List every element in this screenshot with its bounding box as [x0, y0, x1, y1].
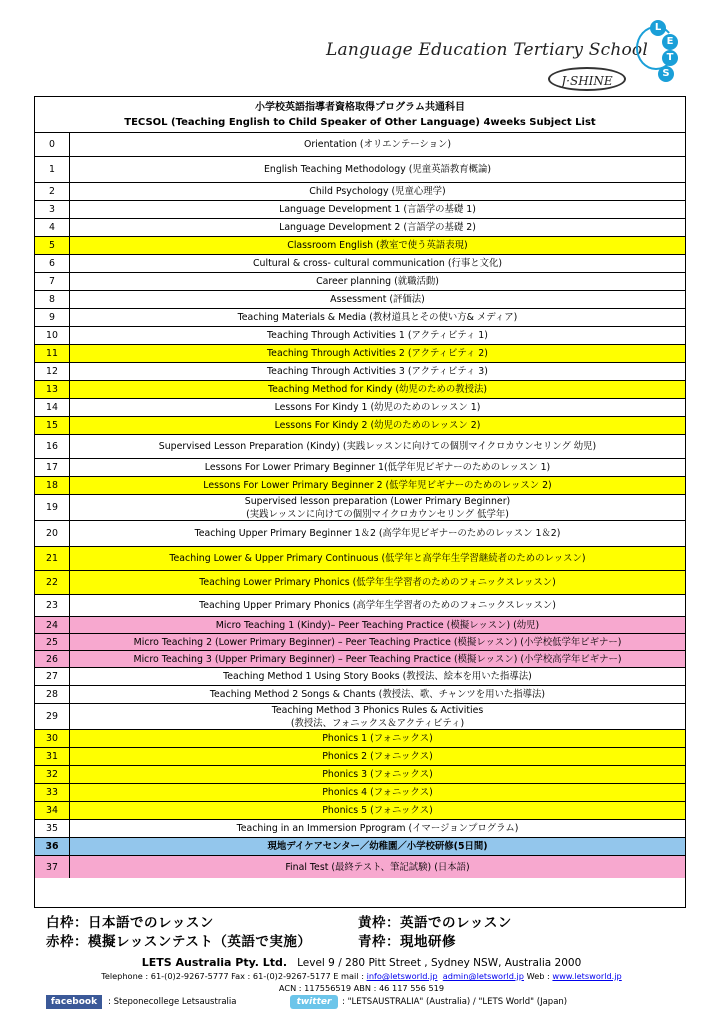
subject-name: [70, 704, 685, 729]
school-name: Language Education Tertiary School: [326, 40, 649, 60]
subject-line: 現地デイケアセンター／幼稚園／小学校研修(5日間): [267, 841, 488, 852]
logo-letter-s: S: [658, 66, 674, 82]
logo-letter-l: L: [650, 20, 666, 36]
facebook-icon[interactable]: facebook: [46, 995, 102, 1009]
subject-name: [70, 477, 685, 494]
subject-name: [70, 521, 685, 546]
jshine-logo: J·SHINE: [548, 67, 626, 91]
table-row: [35, 547, 685, 571]
table-row: [35, 766, 685, 784]
table-row: [35, 291, 685, 309]
subject-number: 21: [35, 547, 70, 570]
subject-line: Child Psychology (児童心理学): [309, 186, 446, 197]
subject-line: Supervised Lesson Preparation (Kindy) (実践レッスンに向けての個別マイクロカウンセリング 幼児): [158, 441, 597, 452]
subject-line: Language Development 1 (言語学の基礎 1): [279, 204, 476, 215]
table-row: [35, 133, 685, 157]
legend-blue: 青枠：現地研修: [358, 934, 456, 950]
table-row: [35, 417, 685, 435]
subject-number: 34: [35, 802, 70, 819]
subject-table: [34, 96, 686, 908]
twitter-accounts: : "LETSAUSTRALIA" (Australia) / "LETS World" (Japan): [342, 997, 568, 1007]
subject-name: [70, 668, 685, 685]
table-row: [35, 730, 685, 748]
subject-number: 35: [35, 820, 70, 837]
subject-line: Lessons For Lower Primary Beginner 1(低学年児ビギナーのためのレッスン 1): [204, 462, 551, 473]
subject-number: 20: [35, 521, 70, 546]
table-row: [35, 495, 685, 521]
subject-line: Orientation (オリエンテーション): [303, 139, 452, 150]
subject-line: Lessons For Kindy 2 (幼児のためのレッスン 2): [274, 420, 481, 431]
subject-name: [70, 363, 685, 380]
subject-name: [70, 255, 685, 272]
subject-number: 24: [35, 617, 70, 633]
table-row: [35, 668, 685, 686]
subject-name: [70, 237, 685, 254]
web-prefix: Web :: [523, 971, 553, 981]
subject-name: [70, 595, 685, 616]
subject-name: [70, 748, 685, 765]
company-line: [0, 956, 723, 969]
subject-name: [70, 417, 685, 434]
table-row: [35, 595, 685, 617]
subject-number: 31: [35, 748, 70, 765]
subject-line: Final Test (最終テスト、筆記試験) (日本語): [285, 861, 470, 873]
table-row: [35, 183, 685, 201]
subject-line: Teaching Lower Primary Phonics (低学年生学習者のためのフォニックスレッスン): [199, 577, 556, 588]
subject-name: [70, 345, 685, 362]
subject-number: 29: [35, 704, 70, 729]
table-title: [35, 97, 685, 133]
table-row: [35, 820, 685, 838]
table-row: [35, 345, 685, 363]
table-row: [35, 327, 685, 345]
subject-line: Teaching Through Activities 2 (アクティビティ 2): [267, 348, 488, 359]
table-row: [35, 521, 685, 547]
subject-line: Assessment (評価法): [330, 294, 425, 305]
subject-name: [70, 820, 685, 837]
subject-line: Classroom English (教室で使う英語表現): [287, 240, 468, 251]
subject-line: Teaching in an Immersion Pprogram (イマージョンプログラム): [236, 823, 519, 834]
web-link[interactable]: www.letsworld.jp: [552, 971, 622, 981]
table-title-jp: 小学校英語指導者資格取得プログラム共通科目: [255, 102, 465, 113]
subject-name: [70, 435, 685, 458]
table-row: [35, 157, 685, 183]
subject-line: Teaching Upper Primary Beginner 1＆2 (高学年児ビギナーのためのレッスン 1＆2): [194, 528, 561, 539]
table-row: [35, 219, 685, 237]
table-row: [35, 856, 685, 878]
subject-name: [70, 219, 685, 236]
subject-number: 16: [35, 435, 70, 458]
company-name: LETS Australia Pty. Ltd.: [141, 956, 288, 969]
subject-name: [70, 459, 685, 476]
table-row: [35, 704, 685, 730]
subject-line: Teaching Upper Primary Phonics (高学年生学習者のためのフォニックスレッスン): [199, 600, 556, 611]
subject-line: Teaching Through Activities 1 (アクティビティ 1): [267, 330, 488, 341]
subject-name: [70, 634, 685, 650]
company-address: Level 9 / 280 Pitt Street , Sydney NSW, Australia 2000: [297, 957, 582, 969]
subject-line: Teaching Materials & Media (教材道具とその使い方& メディア): [237, 312, 518, 323]
subject-number: 37: [35, 856, 70, 878]
subject-number: 2: [35, 183, 70, 200]
table-row: [35, 784, 685, 802]
subject-name: [70, 133, 685, 156]
subject-line: Teaching Method 2 Songs & Chants (教授法、歌、チャンツを用いた指導法): [209, 689, 546, 700]
subject-number: 36: [35, 838, 70, 855]
table-row: [35, 617, 685, 634]
subject-number: 26: [35, 651, 70, 667]
subject-number: 7: [35, 273, 70, 290]
subject-line: Micro Teaching 3 (Upper Primary Beginner) – Peer Teaching Practice (模擬レッスン) (小学校高学年ビギナー): [133, 653, 622, 665]
subject-number: 30: [35, 730, 70, 747]
subject-line: Teaching Method for Kindy (幼児のための教授法): [267, 384, 488, 395]
subject-line: Teaching Method 1 Using Story Books (教授法、絵本を用いた指導法): [223, 671, 532, 682]
subject-name: [70, 291, 685, 308]
table-row: [35, 381, 685, 399]
subject-name: [70, 157, 685, 182]
table-row: [35, 477, 685, 495]
subject-line: Language Development 2 (言語学の基礎 2): [279, 222, 476, 233]
subject-number: 12: [35, 363, 70, 380]
table-title-en: TECSOL (Teaching English to Child Speaker of Other Language) 4weeks Subject List: [124, 117, 596, 128]
subject-number: 23: [35, 595, 70, 616]
subject-number: 8: [35, 291, 70, 308]
table-rows: [35, 133, 685, 878]
legend-yellow: 黄枠：英語でのレッスン: [358, 915, 512, 931]
subject-name: [70, 802, 685, 819]
subject-line: Micro Teaching 2 (Lower Primary Beginner) – Peer Teaching Practice (模擬レッスン) (小学校低学年ビギナー): [133, 636, 622, 648]
subject-line: Career planning (就職活動): [316, 276, 439, 287]
table-row: [35, 255, 685, 273]
subject-name: [70, 399, 685, 416]
subject-number: 32: [35, 766, 70, 783]
subject-line: (教授法、フォニックス＆アクティビティ): [290, 717, 465, 729]
subject-name: [70, 183, 685, 200]
subject-number: 14: [35, 399, 70, 416]
subject-number: 5: [35, 237, 70, 254]
subject-name: [70, 381, 685, 398]
subject-name: [70, 273, 685, 290]
subject-name: [70, 838, 685, 855]
email-admin-link[interactable]: admin@letsworld.jp: [442, 971, 524, 981]
subject-name: [70, 547, 685, 570]
table-row: [35, 309, 685, 327]
table-row: [35, 201, 685, 219]
subject-line: Teaching Through Activities 3 (アクティビティ 3): [267, 366, 488, 377]
subject-number: 3: [35, 201, 70, 218]
subject-name: [70, 327, 685, 344]
subject-name: [70, 856, 685, 878]
subject-number: 25: [35, 634, 70, 650]
subject-number: 13: [35, 381, 70, 398]
table-row: [35, 802, 685, 820]
subject-number: 17: [35, 459, 70, 476]
subject-line: Phonics 4 (フォニックス): [322, 787, 433, 798]
subject-line: Cultural & cross- cultural communication (行事と文化): [252, 258, 503, 269]
subject-line: Lessons For Kindy 1 (幼児のためのレッスン 1): [274, 402, 481, 413]
subject-number: 10: [35, 327, 70, 344]
logo-letter-e: E: [662, 34, 678, 50]
table-row: [35, 634, 685, 651]
subject-name: [70, 495, 685, 520]
subject-name: [70, 617, 685, 633]
contact-line: [0, 971, 723, 981]
subject-number: 1: [35, 157, 70, 182]
subject-name: [70, 651, 685, 667]
table-row: [35, 363, 685, 381]
table-row: [35, 571, 685, 595]
subject-name: [70, 686, 685, 703]
table-row: [35, 838, 685, 856]
subject-line: (実践レッスンに向けての個別マイクロカウンセリング 低学年): [246, 508, 509, 520]
table-row: [35, 237, 685, 255]
table-row: [35, 273, 685, 291]
subject-number: 0: [35, 133, 70, 156]
subject-line: Micro Teaching 1 (Kindy)– Peer Teaching Practice (模擬レッスン) (幼児): [215, 619, 540, 631]
subject-number: 18: [35, 477, 70, 494]
subject-number: 28: [35, 686, 70, 703]
subject-line: Phonics 2 (フォニックス): [322, 751, 433, 762]
subject-number: 15: [35, 417, 70, 434]
subject-name: [70, 201, 685, 218]
email-info-link[interactable]: info@letsworld.jp: [366, 971, 438, 981]
acn-abn: ACN : 117556519 ABN : 46 117 556 519: [278, 983, 445, 993]
logo-letter-t: T: [662, 50, 678, 66]
subject-line: Phonics 1 (フォニックス): [322, 733, 433, 744]
subject-number: 9: [35, 309, 70, 326]
subject-line: Supervised lesson preparation (Lower Primary Beginner): [244, 495, 511, 507]
subject-number: 22: [35, 571, 70, 594]
subject-number: 11: [35, 345, 70, 362]
subject-name: [70, 766, 685, 783]
subject-name: [70, 571, 685, 594]
subject-number: 6: [35, 255, 70, 272]
subject-number: 4: [35, 219, 70, 236]
table-row: [35, 651, 685, 668]
legend-red: 赤枠：模擬レッスンテスト（英語で実施）: [46, 934, 312, 950]
subject-name: [70, 730, 685, 747]
lets-logo: [636, 20, 680, 84]
subject-name: [70, 784, 685, 801]
subject-number: 27: [35, 668, 70, 685]
subject-line: Phonics 3 (フォニックス): [322, 769, 433, 780]
subject-line: Teaching Method 3 Phonics Rules & Activities: [271, 704, 484, 716]
subject-line: Phonics 5 (フォニックス): [322, 805, 433, 816]
subject-number: 33: [35, 784, 70, 801]
twitter-icon[interactable]: twitter: [290, 995, 338, 1009]
subject-line: Lessons For Lower Primary Beginner 2 (低学年児ビギナーのためのレッスン 2): [203, 480, 552, 491]
facebook-account: : Steponecollege Letsaustralia: [108, 997, 237, 1007]
table-row: [35, 459, 685, 477]
subject-line: Teaching Lower & Upper Primary Continuous (低学年と高学年生学習継続者のためのレッスン): [169, 553, 586, 564]
subject-line: English Teaching Methodology (児童英語教育概論): [263, 164, 492, 175]
subject-number: 19: [35, 495, 70, 520]
table-row: [35, 435, 685, 459]
table-row: [35, 399, 685, 417]
table-row: [35, 748, 685, 766]
table-row: [35, 686, 685, 704]
legend-white: 白枠：日本語でのレッスン: [46, 915, 214, 931]
subject-name: [70, 309, 685, 326]
contact-phone-fax: Telephone : 61-(0)2-9267-5777 Fax : 61-(0)2-9267-5177 E mail :: [101, 971, 367, 981]
